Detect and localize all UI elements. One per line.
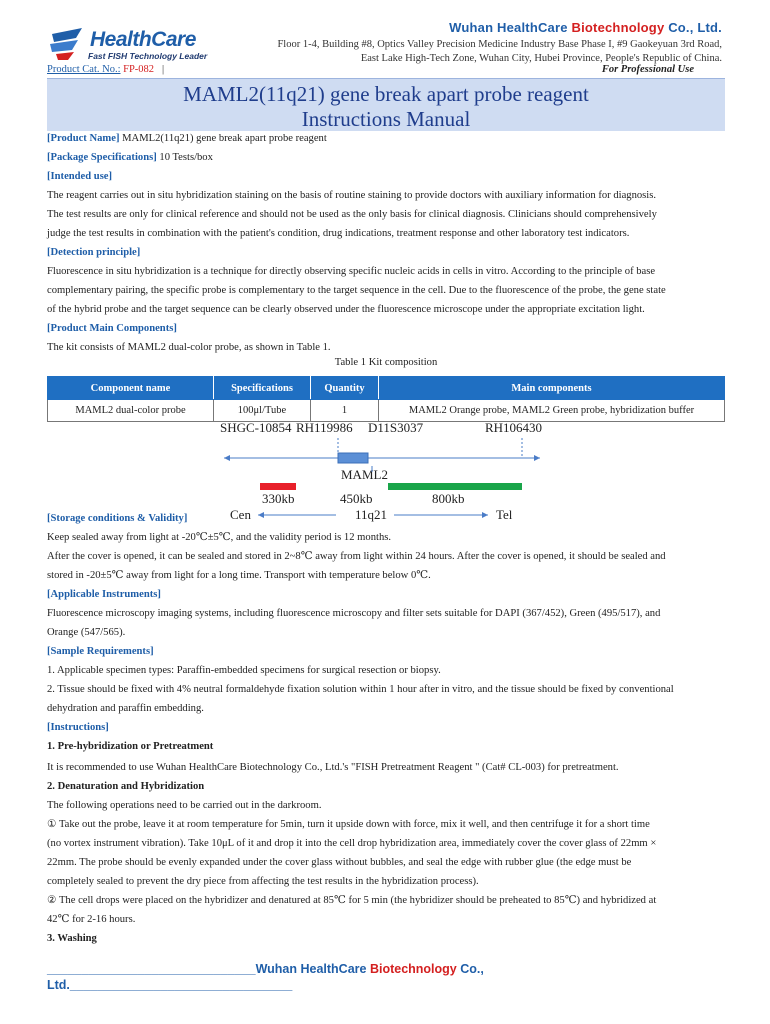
address-line: Floor 1-4, Building #8, Optics Valley Precision Medicine Industry Base Phase I, #9 Gaokeyuan 3rd Road, [277, 39, 722, 50]
section-main-components [47, 319, 725, 338]
arrow-left-icon [224, 455, 230, 461]
step-heading: 3. Washing [47, 933, 97, 944]
cat-no-separator: | [161, 64, 165, 75]
paragraph-line: Fluorescence in situ hybridization is a technique for directly observing specific nucleic acids in cells in vitro. According to the principle of base [47, 266, 656, 277]
product-name-line [47, 129, 725, 148]
gene-label: MAML2 [341, 467, 388, 482]
paragraph-line: (no vortex instrument vibration). Take 10μL of it and drop it into the cell drop hybridization area, immediately cover the cover glass of 22mm × [47, 838, 657, 849]
professional-use-label: For Professional Use [601, 64, 694, 75]
paragraph-line: of the hybrid probe and the target sequence can be clearly observed under the fluorescence microscope under the appropriate excitation light. [47, 304, 645, 315]
paragraph-line: The following operations need to be carried out in the darkroom. [47, 800, 322, 811]
paragraph-line: stored in -20±5℃ away from light for a long time. Transport with temperature below 0℃. [47, 570, 431, 581]
band-label: 11q21 [355, 507, 388, 522]
company-name-part: Wuhan HealthCare [449, 20, 572, 35]
paragraph-line: It is recommended to use Wuhan HealthCare Biotechnology Co., Ltd.'s "FISH Pretreatment Reagent " (Cat# CL-003) for pretreatment. [47, 762, 619, 773]
logo-mark-icon [48, 26, 88, 62]
table-cell: MAML2 dual-color probe [48, 400, 214, 422]
section-label: [Package Specifications] [47, 152, 157, 163]
paragraph-line: 2. Tissue should be fixed with 4% neutral formaldehyde fixation solution within 1 hour after in vitro, and the tissue should be fixed by conventional [47, 684, 674, 695]
package-line [47, 148, 725, 167]
footer-company-part: Wuhan HealthCare [255, 962, 370, 976]
table-caption: Table 1 Kit composition [334, 357, 438, 368]
section-intended-use [47, 167, 725, 186]
paragraph-line: Fluorescence microscopy imaging systems, including fluorescence microscopy and filter sets suitable for DAPI (367/452), Green (495/517), and [47, 608, 661, 619]
paragraph-line: 42℃ for 2-16 hours. [47, 914, 136, 925]
table-header-row [48, 377, 725, 400]
footer-company-suffix: Co., [456, 962, 484, 976]
table-header-cell: Main components [379, 377, 725, 400]
footer-rule: ________________________________ [69, 978, 293, 992]
arrow-right-icon [534, 455, 540, 461]
marker-label: SHGC-10854 [220, 420, 292, 435]
paragraph-line: 1. Applicable specimen types: Paraffin-embedded specimens for surgical resection or biopsy. [47, 665, 441, 676]
section-label: [Instructions] [47, 722, 109, 733]
section-label: [Intended use] [47, 171, 113, 182]
logo-tagline: Fast FISH Technology Leader [88, 51, 208, 61]
paragraph-line: The test results are only for clinical reference and should not be used as the only basis for clinical diagnosis. Clinicians should comprehensively [47, 209, 657, 220]
address-line: East Lake High-Tech Zone, Wuhan City, Hubei Province, People's Republic of China. [360, 53, 722, 64]
footer-company-ltd: Ltd. [47, 978, 70, 992]
paragraph-line: Orange (547/565). [47, 627, 126, 638]
table-header-cell: Specifications [214, 377, 311, 400]
table-header-cell: Quantity [311, 377, 379, 400]
step-heading: 1. Pre-hybridization or Pretreatment [47, 741, 214, 752]
product-name-value: MAML2(11q21) gene break apart probe reagent [119, 133, 327, 144]
step-heading: 2. Denaturation and Hybridization [47, 781, 205, 792]
paragraph-line: completely sealed to prevent the dry piece from affecting the test results in the hybridization process). [47, 876, 479, 887]
company-name-suffix: Co., Ltd. [664, 20, 722, 35]
section-label: [Sample Requirements] [47, 646, 154, 657]
paragraph-line: judge the test results in combination with the patient's condition, drug indications, treatment response and other laboratory test indicators. [47, 228, 630, 239]
footer-company-line2 [47, 978, 292, 992]
section-sample-requirements [47, 642, 725, 661]
footer-company [47, 962, 484, 976]
company-name [449, 20, 722, 35]
section-label: [Applicable Instruments] [47, 589, 161, 600]
section-label: [Storage conditions & Validity] [47, 513, 188, 524]
product-cat-no [47, 64, 164, 75]
cat-no-label: Product Cat. No.: [47, 64, 121, 75]
table-cell: MAML2 Orange probe, MAML2 Green probe, hybridization buffer [379, 400, 725, 422]
package-value: 10 Tests/box [156, 152, 213, 163]
tel-label: Tel [496, 507, 513, 522]
company-logo [48, 26, 208, 64]
paragraph-line: After the cover is opened, it can be sealed and stored in 2~8℃ away from light within 24 hours. After the cover is opened, it should be sealed and [47, 551, 666, 562]
maml2-gene-box [338, 453, 368, 463]
size-label: 450kb [340, 491, 373, 506]
size-label: 330kb [262, 491, 295, 506]
section-storage [47, 509, 207, 528]
paragraph-line: The reagent carries out in situ hybridization staining on the basis of routine staining to provide doctors with auxiliary information for diagnosis. [47, 190, 657, 201]
table-cell: 1 [311, 400, 379, 422]
paragraph-line: Keep sealed away from light at -20℃±5℃, and the validity period is 12 months. [47, 532, 392, 543]
paragraph-line: The kit consists of MAML2 dual-color probe, as shown in Table 1. [47, 342, 331, 353]
paragraph-line: 22mm. The probe should be evenly expanded under the cover glass without bubbles, and seal the edge with rubber glue (the edge must be [47, 857, 632, 868]
section-label: [Detection principle] [47, 247, 141, 258]
paragraph-line: complementary pairing, the specific probe is complementary to the target sequence in the cell. Due to the fluorescence of the probe, the gene state [47, 285, 666, 296]
cat-no-value: FP-082 [120, 64, 155, 75]
paragraph-line: ② The cell drops were placed on the hybridizer and denatured at 85℃ for 5 min (the hybridizer should be preheated to 85℃) and hybridized at [47, 895, 657, 906]
paragraph-line: ① Take out the probe, leave it at room temperature for 5min, turn it upside down with force, mix it well, and then centrifuge it for a short time [47, 819, 650, 830]
paragraph-line: dehydration and paraffin embedding. [47, 703, 204, 714]
section-instruments [47, 585, 725, 604]
orange-probe-bar [260, 483, 296, 490]
size-label: 800kb [432, 491, 465, 506]
section-label: [Product Main Components] [47, 323, 177, 334]
page-title: MAML2(11q21) gene break apart probe reagent [183, 82, 589, 106]
section-instructions [47, 718, 725, 737]
probe-map-diagram [210, 416, 560, 526]
table-header-cell: Component name [48, 377, 214, 400]
footer-company-highlight: Biotechnology [369, 962, 457, 976]
arrow-right-icon [482, 512, 488, 518]
page-subtitle: Instructions Manual [301, 107, 471, 131]
arrow-left-icon [258, 512, 264, 518]
green-probe-bar [388, 483, 522, 490]
company-address [202, 38, 722, 66]
section-detection-principle [47, 243, 725, 262]
logo-text: HealthCare [90, 28, 196, 51]
marker-label: RH106430 [485, 420, 543, 435]
cen-label: Cen [230, 507, 251, 522]
footer-rule: ______________________________ [47, 962, 256, 976]
marker-label: D11S3037 [368, 420, 424, 435]
marker-label: RH119986 [296, 420, 353, 435]
section-label: [Product Name] [47, 133, 120, 144]
company-name-highlight: Biotechnology [571, 20, 665, 35]
table-cell: 100μl/Tube [214, 400, 311, 422]
